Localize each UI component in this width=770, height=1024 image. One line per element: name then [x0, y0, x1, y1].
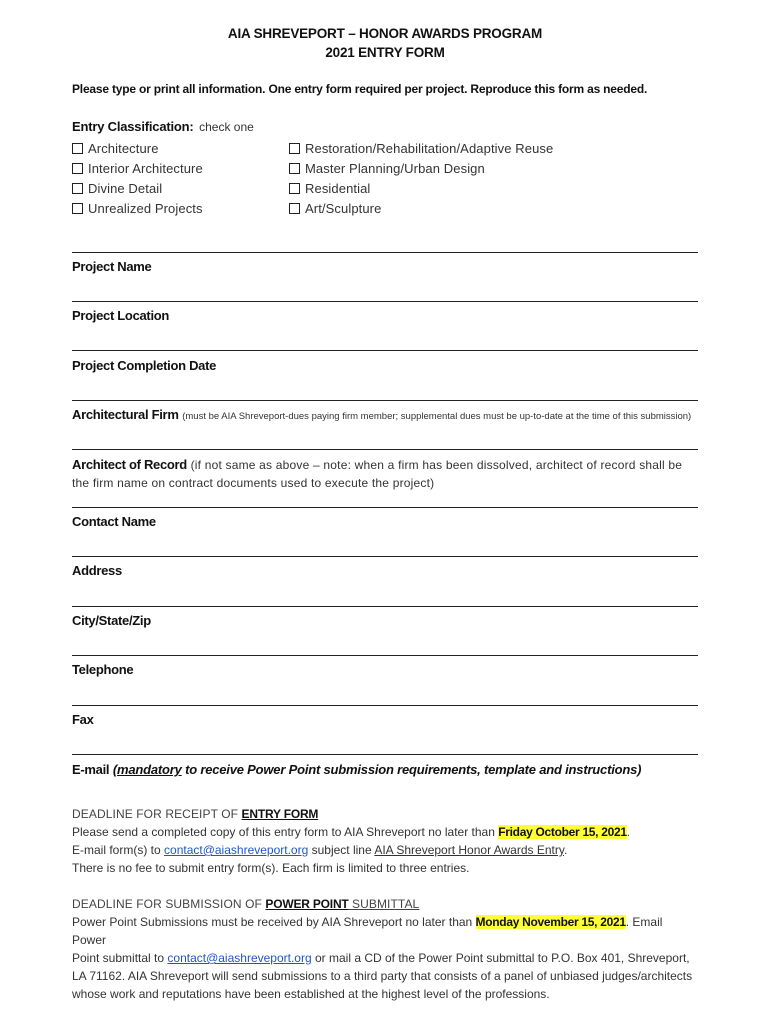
deadline-entry-line: Please send a completed copy of this entry form to AIA Shreveport no later than Friday October 15, 2021. — [72, 825, 631, 839]
divider — [72, 350, 698, 351]
entry-classification-hint: check one — [199, 120, 254, 134]
divider — [72, 655, 698, 656]
city-state-zip-field[interactable]: City/State/Zip — [72, 613, 151, 628]
checkbox-icon[interactable] — [72, 203, 83, 214]
deadline-ppt-line: Power Point Submissions must be received by AIA Shreveport no later than Monday November 15, 2021. Email Power — [72, 915, 663, 947]
architectural-firm-note: (must be AIA Shreveport-dues paying firm member; supplemental dues must be up-to-date at the time of this submission) — [182, 411, 692, 422]
divider — [72, 556, 698, 557]
checkbox-icon[interactable] — [72, 163, 83, 174]
classification-option[interactable]: Divine Detail — [72, 178, 203, 198]
classification-column-left — [72, 138, 203, 218]
classification-option[interactable]: Architecture — [72, 138, 203, 158]
email-subject: AIA Shreveport Honor Awards Entry — [374, 843, 564, 857]
classification-option[interactable]: Interior Architecture — [72, 158, 203, 178]
classification-option[interactable]: Master Planning/Urban Design — [289, 158, 553, 178]
checkbox-icon[interactable] — [289, 143, 300, 154]
checkbox-icon[interactable] — [289, 163, 300, 174]
divider — [72, 449, 698, 450]
classification-option[interactable]: Art/Sculpture — [289, 198, 553, 218]
deadline-entry-section — [72, 805, 698, 877]
entry-classification-heading — [72, 119, 254, 134]
divider — [72, 606, 698, 607]
deadline-ppt-heading: DEADLINE FOR SUBMISSION OF POWER POINT SUBMITTAL — [72, 897, 420, 911]
classification-option[interactable]: Residential — [289, 178, 553, 198]
email-field[interactable]: E-mail (mandatory to receive Power Point submission requirements, template and instructions) — [72, 762, 642, 777]
ppt-deadline-date: Monday November 15, 2021 — [475, 915, 626, 929]
architect-of-record-note: (if not same as above – note: when a firm has been dissolved, architect of record shall be the firm name on contract documents used to execute the project) — [72, 458, 683, 490]
classification-option[interactable]: Unrealized Projects — [72, 198, 203, 218]
divider — [72, 400, 698, 401]
divider — [72, 507, 698, 508]
deadline-ppt-section — [72, 895, 698, 1003]
deadline-ppt-line: LA 71162. AIA Shreveport will send submissions to a third party that consists of a panel of unbiased judges/architects — [72, 969, 693, 983]
entry-deadline-date: Friday October 15, 2021 — [498, 825, 627, 839]
deadline-entry-line: There is no fee to submit entry form(s). Each firm is limited to three entries. — [72, 861, 470, 875]
deadline-entry-heading: DEADLINE FOR RECEIPT OF ENTRY FORM — [72, 807, 319, 821]
entry-classification-label: Entry Classification: — [72, 119, 194, 134]
telephone-field[interactable]: Telephone — [72, 662, 134, 677]
checkbox-icon[interactable] — [289, 203, 300, 214]
form-instructions: Please type or print all information. One entry form required per project. Reproduce this form as needed. — [72, 82, 648, 96]
checkbox-icon[interactable] — [72, 143, 83, 154]
architect-of-record-field[interactable]: Architect of Record (if not same as above – note: when a firm has been dissolved, architect of record shall be the firm name on contract documents used to execute the project) — [72, 457, 683, 490]
project-name-field[interactable]: Project Name — [72, 259, 152, 274]
email-link[interactable]: contact@aiashreveport.org — [167, 951, 312, 965]
completion-date-field[interactable]: Project Completion Date — [72, 358, 217, 373]
divider — [72, 705, 698, 706]
divider — [72, 754, 698, 755]
email-note: (mandatory to receive Power Point submission requirements, template and instructions) — [112, 762, 642, 777]
email-link[interactable]: contact@aiashreveport.org — [164, 843, 309, 857]
contact-name-field[interactable]: Contact Name — [72, 514, 156, 529]
architectural-firm-field[interactable]: Architectural Firm (must be AIA Shreveport-dues paying firm member; supplemental dues must be up-to-date at the time of this submission) — [72, 407, 692, 422]
divider — [72, 252, 698, 253]
project-location-field[interactable]: Project Location — [72, 308, 170, 323]
fax-field[interactable]: Fax — [72, 712, 94, 727]
checkbox-icon[interactable] — [289, 183, 300, 194]
classification-column-right — [289, 138, 553, 218]
form-subtitle: 2021 ENTRY FORM — [325, 45, 445, 60]
classification-option[interactable]: Restoration/Rehabilitation/Adaptive Reuse — [289, 138, 553, 158]
divider — [72, 301, 698, 302]
deadline-ppt-line: whose work and reputations have been established at the highest level of the professions. — [72, 987, 550, 1001]
deadline-entry-line: E-mail form(s) to contact@aiashreveport.org subject line AIA Shreveport Honor Awards Entry. — [72, 843, 568, 857]
checkbox-icon[interactable] — [72, 183, 83, 194]
address-field[interactable]: Address — [72, 563, 122, 578]
deadline-ppt-line: Point submittal to contact@aiashreveport.org or mail a CD of the Power Point submittal to P.O. Box 401, Shreveport, — [72, 951, 690, 965]
form-title: AIA SHREVEPORT – HONOR AWARDS PROGRAM — [227, 26, 543, 41]
